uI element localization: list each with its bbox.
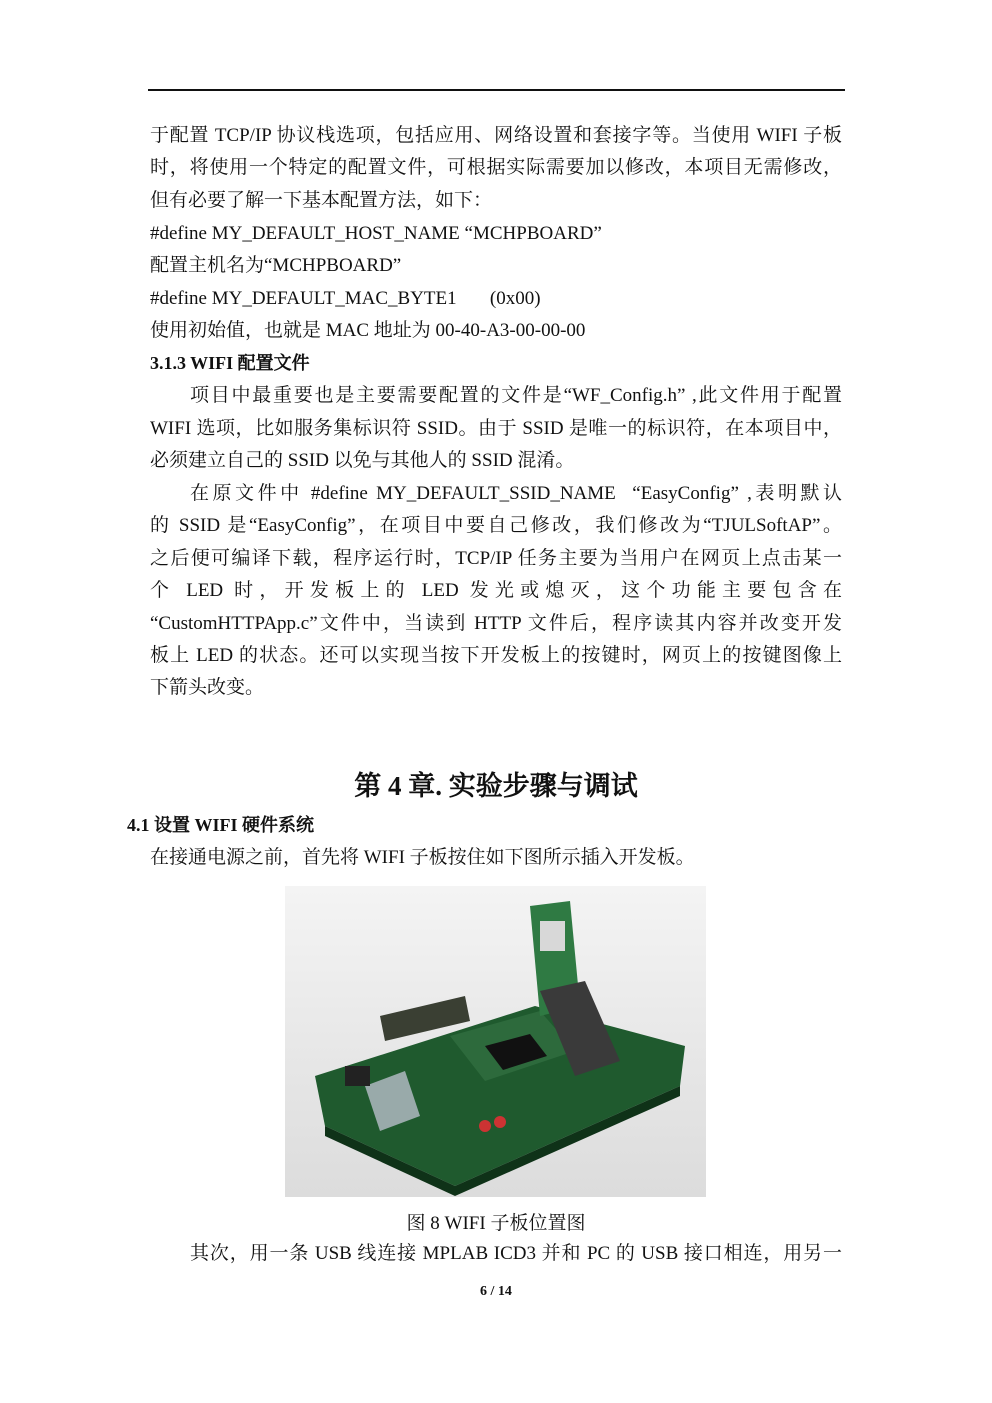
text-line: 其次，用一条 USB 线连接 MPLAB ICD3 并和 PC 的 USB 接口相连，用另一: [190, 1243, 842, 1264]
text-line: 的 SSID 是“EasyConfig”，在项目中要自己修改，我们修改为“TJULSoftAP”。: [150, 515, 842, 536]
text-line: 使用初始值，也就是 MAC 地址为 00-40-A3-00-00-00: [150, 320, 586, 341]
chapter-title: 第 4 章. 实验步骤与调试: [354, 771, 638, 801]
section-heading: 4.1 设置 WIFI 硬件系统: [127, 815, 315, 835]
figure-wifi-board-photo: [285, 886, 706, 1197]
text-line: 板上 LED 的状态。还可以实现当按下开发板上的按键时，网页上的按键图像上: [150, 645, 842, 666]
text-line: 在接通电源之前，首先将 WIFI 子板按住如下图所示插入开发板。: [150, 847, 695, 868]
text-line: 之后便可编译下载，程序运行时，TCP/IP 任务主要为当用户在网页上点击某一: [150, 548, 842, 569]
code-line: #define MY_DEFAULT_HOST_NAME “MCHPBOARD”: [150, 223, 602, 244]
text-line: 个 LED 时，开发板上的 LED 发光或熄灭，这个功能主要包含在: [150, 580, 842, 601]
text-line: 项目中最重要也是主要需要配置的文件是“WF_Config.h” ,此文件用于配置: [190, 385, 842, 406]
text-line: 在原文件中 #define MY_DEFAULT_SSID_NAME “EasyConfig” ,表明默认: [190, 483, 842, 504]
text-line: WIFI 选项，比如服务集标识符 SSID。由于 SSID 是唯一的标识符，在本项目中，: [150, 418, 842, 439]
text-line: “CustomHTTPApp.c”文件中，当读到 HTTP 文件后，程序读其内容并改变开发: [150, 613, 842, 634]
figure-caption: 图 8 WIFI 子板位置图: [406, 1213, 586, 1234]
text-line: 配置主机名为“MCHPBOARD”: [150, 255, 402, 276]
text-line: 下箭头改变。: [150, 677, 265, 698]
text-line: 于配置 TCP/IP 协议栈选项，包括应用、网络设置和套接字等。当使用 WIFI 子板: [150, 125, 842, 146]
header-rule: [148, 89, 845, 91]
text-line: 时，将使用一个特定的配置文件，可根据实际需要加以修改，本项目无需修改，: [150, 157, 842, 178]
page-number: 6 / 14: [480, 1284, 512, 1299]
text-line: 但有必要了解一下基本配置方法，如下：: [150, 190, 493, 211]
section-heading: 3.1.3 WIFI 配置文件: [150, 353, 310, 373]
code-line: #define MY_DEFAULT_MAC_BYTE1 (0x00): [150, 288, 541, 309]
text-line: 必须建立自己的 SSID 以免与其他人的 SSID 混淆。: [150, 450, 575, 471]
